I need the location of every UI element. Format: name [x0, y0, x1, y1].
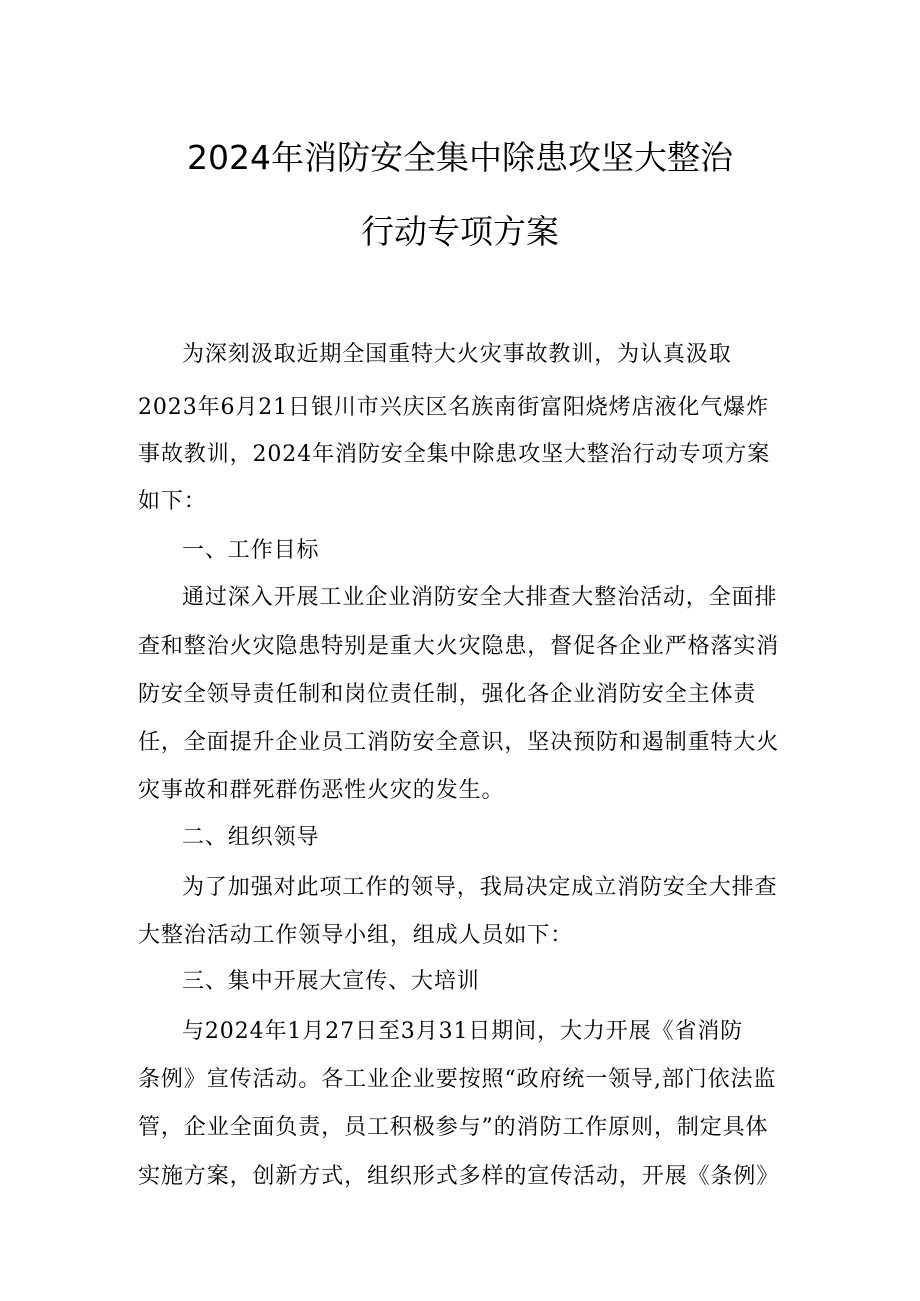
paragraph-leadership-line: 大整治活动工作领导小组，组成人员如下：	[138, 923, 574, 948]
paragraph-intro-line: 如下：	[138, 489, 207, 514]
paragraph-publicity-line: 管，企业全面负责，员工积极参与”的消防工作原则，制定具体	[138, 1115, 769, 1140]
paragraph-intro-line: 事故教训，2024年消防安全集中除患攻坚大整治行动专项方案	[138, 442, 771, 467]
paragraph-goals-line: 通过深入开展工业企业消防安全大排查大整治活动，全面排	[182, 585, 778, 610]
paragraph-publicity-line: 条例》宣传活动。各工业企业要按照“政府统一领导,部门依法监	[138, 1067, 777, 1092]
paragraph-leadership-line: 为了加强对此项工作的领导，我局决定成立消防安全大排查	[182, 875, 778, 900]
paragraph-intro-line: 2023年6月21日银川市兴庆区名族南街富阳烧烤店液化气爆炸	[138, 395, 769, 420]
section-heading-3: 三、集中开展大宣传、大培训	[182, 969, 480, 994]
paragraph-intro-line: 为深刻汲取近期全国重特大火灾事故教训，为认真汲取	[182, 342, 732, 367]
section-heading-2: 二、组织领导	[182, 825, 320, 850]
paragraph-goals-line: 灾事故和群死群伤恶性火灾的发生。	[138, 778, 505, 803]
section-heading-1: 一、工作目标	[182, 538, 320, 563]
paragraph-goals-line: 防安全领导责任制和岗位责任制，强化各企业消防安全主体责	[138, 682, 757, 707]
document-title-line-2: 行动专项方案	[361, 212, 559, 251]
paragraph-goals-line: 任，全面提升企业员工消防安全意识，坚决预防和遏制重特大火	[138, 730, 780, 755]
paragraph-publicity-line: 与2024年1月27日至3月31日期间，大力开展《省消防	[182, 1019, 744, 1044]
document-title-line-1: 2024年消防安全集中除患攻坚大整治	[187, 138, 733, 177]
paragraph-goals-line: 查和整治火灾隐患特别是重大火灾隐患，督促各企业严格落实消	[138, 634, 780, 659]
paragraph-publicity-line: 实施方案，创新方式，组织形式多样的宣传活动，开展《条例》	[138, 1164, 780, 1189]
